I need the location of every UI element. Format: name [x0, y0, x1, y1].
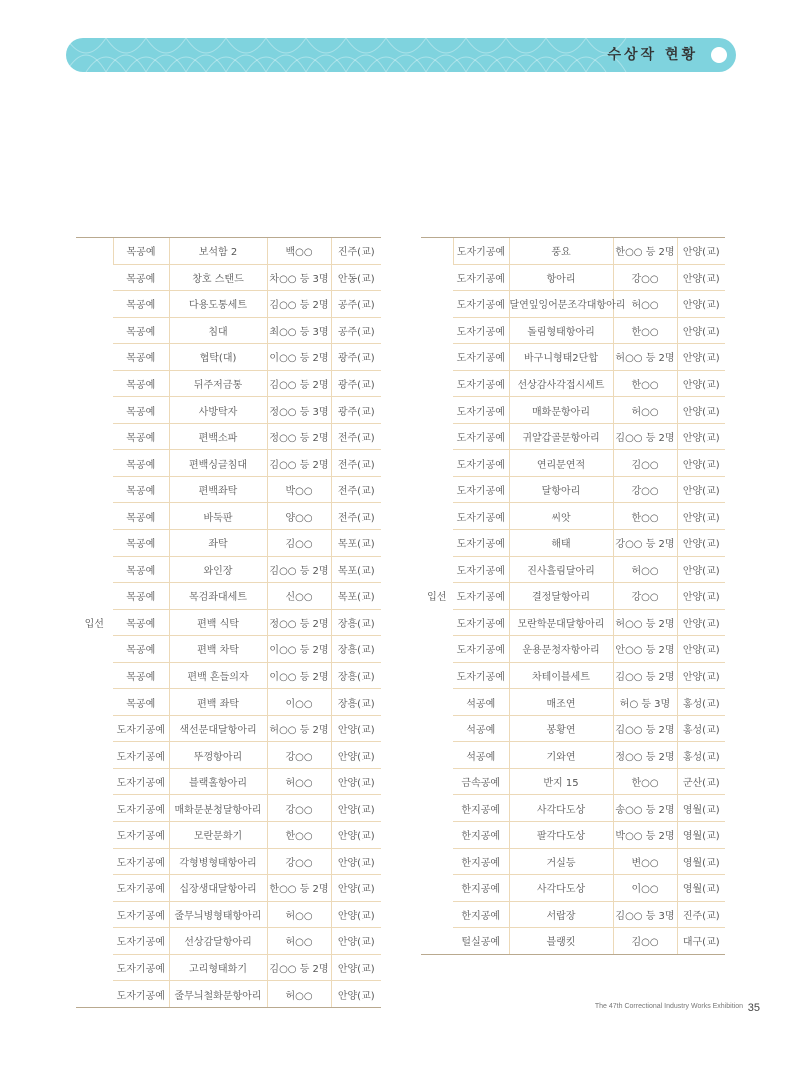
craft-category: 도자기공예 — [453, 291, 509, 318]
craft-category: 도자기공예 — [113, 954, 169, 981]
maker-name: 김○○ 등 2명 — [613, 662, 677, 689]
craft-category: 목공예 — [113, 264, 169, 291]
table-row — [421, 742, 725, 769]
institution: 홍성(교) — [677, 689, 725, 716]
maker-name: 허○○ — [267, 981, 331, 1008]
table-row — [421, 291, 725, 318]
work-title: 모란학문대달항아리 — [509, 609, 613, 636]
work-title: 진사흘림달아리 — [509, 556, 613, 583]
maker-name: 이○○ — [613, 875, 677, 902]
table-row — [421, 264, 725, 291]
table-row — [76, 609, 381, 636]
maker-name: 한○○ 등 2명 — [613, 238, 677, 265]
work-title: 모란문화기 — [169, 822, 267, 849]
craft-category: 목공예 — [113, 423, 169, 450]
craft-category: 도자기공예 — [453, 503, 509, 530]
institution: 안양(교) — [677, 397, 725, 424]
table-row — [421, 370, 725, 397]
table-row — [76, 317, 381, 344]
table-row — [76, 264, 381, 291]
work-title: 사각다도상 — [509, 875, 613, 902]
work-title: 팔각다도상 — [509, 822, 613, 849]
table-row — [76, 583, 381, 610]
institution: 안양(교) — [331, 822, 381, 849]
institution: 안양(교) — [677, 503, 725, 530]
table-row — [76, 848, 381, 875]
institution: 안양(교) — [331, 981, 381, 1008]
institution: 장흥(교) — [331, 636, 381, 663]
prize-level: 입선 — [421, 238, 453, 955]
table-row — [76, 636, 381, 663]
maker-name: 한○○ — [613, 768, 677, 795]
table-row — [76, 954, 381, 981]
institution: 전주(교) — [331, 476, 381, 503]
craft-category: 도자기공예 — [113, 795, 169, 822]
table-row — [76, 901, 381, 928]
craft-category: 목공예 — [113, 556, 169, 583]
craft-category: 목공예 — [113, 583, 169, 610]
work-title: 매조연 — [509, 689, 613, 716]
craft-category: 석공예 — [453, 742, 509, 769]
maker-name: 강○○ — [267, 795, 331, 822]
table-row — [76, 238, 381, 265]
craft-category: 한지공예 — [453, 901, 509, 928]
maker-name: 김○○ 등 3명 — [613, 901, 677, 928]
maker-name: 허○○ — [613, 291, 677, 318]
institution: 군산(교) — [677, 768, 725, 795]
institution: 영월(교) — [677, 848, 725, 875]
craft-category: 도자기공예 — [113, 768, 169, 795]
maker-name: 이○○ 등 2명 — [267, 636, 331, 663]
institution: 전주(교) — [331, 423, 381, 450]
maker-name: 허○○ — [267, 928, 331, 955]
work-title: 바구니형태2단합 — [509, 344, 613, 371]
craft-category: 도자기공예 — [453, 264, 509, 291]
work-title: 줄무늬철화문항아리 — [169, 981, 267, 1008]
section-banner — [66, 38, 736, 72]
institution: 안동(교) — [331, 264, 381, 291]
maker-name: 허○○ — [267, 901, 331, 928]
work-title: 각형병형태항아리 — [169, 848, 267, 875]
work-title: 편백 차탁 — [169, 636, 267, 663]
work-title: 블랭킷 — [509, 928, 613, 955]
maker-name: 정○○ 등 2명 — [613, 742, 677, 769]
work-title: 창호 스탠드 — [169, 264, 267, 291]
craft-category: 목공예 — [113, 317, 169, 344]
banner-circle-icon — [711, 47, 727, 63]
institution: 안양(교) — [331, 715, 381, 742]
institution: 안양(교) — [677, 450, 725, 477]
table-row — [421, 344, 725, 371]
table-row — [76, 689, 381, 716]
awards-table-left — [76, 237, 381, 1008]
work-title: 보석함 2 — [169, 238, 267, 265]
institution: 안양(교) — [677, 530, 725, 557]
work-title: 뚜껑항아리 — [169, 742, 267, 769]
table-row — [421, 715, 725, 742]
table-row — [421, 397, 725, 424]
maker-name: 한○○ 등 2명 — [267, 875, 331, 902]
work-title: 달연잎잉어문조각대항아리 — [509, 291, 613, 318]
institution: 목포(교) — [331, 583, 381, 610]
table-row — [421, 609, 725, 636]
institution: 홍성(교) — [677, 715, 725, 742]
maker-name: 송○○ 등 2명 — [613, 795, 677, 822]
craft-category: 도자기공예 — [113, 901, 169, 928]
institution: 전주(교) — [331, 450, 381, 477]
table-row — [421, 556, 725, 583]
craft-category: 도자기공예 — [453, 583, 509, 610]
institution: 장흥(교) — [331, 662, 381, 689]
craft-category: 목공예 — [113, 291, 169, 318]
maker-name: 정○○ 등 2명 — [267, 609, 331, 636]
prize-level: 입선 — [76, 238, 113, 1008]
institution: 장흥(교) — [331, 689, 381, 716]
work-title: 편백좌탁 — [169, 476, 267, 503]
craft-category: 목공예 — [113, 397, 169, 424]
craft-category: 도자기공예 — [113, 848, 169, 875]
craft-category: 도자기공예 — [453, 344, 509, 371]
craft-category: 도자기공예 — [113, 822, 169, 849]
institution: 안양(교) — [677, 556, 725, 583]
maker-name: 강○○ — [267, 742, 331, 769]
craft-category: 목공예 — [113, 609, 169, 636]
work-title: 달항아리 — [509, 476, 613, 503]
table-row — [76, 875, 381, 902]
table-row — [421, 662, 725, 689]
work-title: 고리형태화기 — [169, 954, 267, 981]
work-title: 결정달항아리 — [509, 583, 613, 610]
maker-name: 김○○ 등 2명 — [267, 556, 331, 583]
craft-category: 도자기공예 — [453, 423, 509, 450]
institution: 안양(교) — [331, 768, 381, 795]
institution: 안양(교) — [677, 476, 725, 503]
institution: 영월(교) — [677, 795, 725, 822]
table-row — [76, 822, 381, 849]
institution: 안양(교) — [677, 317, 725, 344]
maker-name: 차○○ 등 3명 — [267, 264, 331, 291]
institution: 안양(교) — [677, 609, 725, 636]
table-row — [76, 981, 381, 1008]
table-row — [421, 503, 725, 530]
work-title: 편백 식탁 — [169, 609, 267, 636]
maker-name: 허○○ 등 2명 — [267, 715, 331, 742]
craft-category: 목공예 — [113, 636, 169, 663]
institution: 진주(교) — [331, 238, 381, 265]
institution: 안양(교) — [677, 264, 725, 291]
table-row — [76, 768, 381, 795]
institution: 안양(교) — [677, 238, 725, 265]
craft-category: 도자기공예 — [113, 981, 169, 1008]
work-title: 선상감달항아리 — [169, 928, 267, 955]
craft-category: 도자기공예 — [113, 742, 169, 769]
table-row — [76, 530, 381, 557]
awards-table-right — [421, 237, 725, 955]
craft-category: 석공예 — [453, 689, 509, 716]
maker-name: 변○○ — [613, 848, 677, 875]
craft-category: 도자기공예 — [453, 662, 509, 689]
institution: 안양(교) — [331, 954, 381, 981]
maker-name: 이○○ 등 2명 — [267, 344, 331, 371]
institution: 안양(교) — [331, 795, 381, 822]
work-title: 좌탁 — [169, 530, 267, 557]
institution: 대구(교) — [677, 928, 725, 955]
maker-name: 한○○ — [267, 822, 331, 849]
table-row — [421, 928, 725, 955]
institution: 장흥(교) — [331, 609, 381, 636]
work-title: 서랍장 — [509, 901, 613, 928]
maker-name: 이○○ — [267, 689, 331, 716]
institution: 안양(교) — [331, 848, 381, 875]
table-row — [76, 370, 381, 397]
maker-name: 강○○ — [613, 583, 677, 610]
table-row — [421, 822, 725, 849]
work-title: 매화문분청달항아리 — [169, 795, 267, 822]
institution: 안양(교) — [331, 875, 381, 902]
institution: 전주(교) — [331, 503, 381, 530]
table-row — [421, 901, 725, 928]
maker-name: 강○○ — [613, 264, 677, 291]
institution: 광주(교) — [331, 344, 381, 371]
craft-category: 도자기공예 — [453, 556, 509, 583]
work-title: 반지 15 — [509, 768, 613, 795]
maker-name: 김○○ 등 2명 — [267, 291, 331, 318]
table-row — [76, 344, 381, 371]
maker-name: 김○○ 등 2명 — [267, 370, 331, 397]
maker-name: 김○○ 등 2명 — [613, 715, 677, 742]
craft-category: 목공예 — [113, 370, 169, 397]
maker-name: 김○○ 등 2명 — [267, 450, 331, 477]
work-title: 선상감사각접시세트 — [509, 370, 613, 397]
institution: 안양(교) — [331, 928, 381, 955]
institution: 진주(교) — [677, 901, 725, 928]
craft-category: 도자기공예 — [453, 450, 509, 477]
craft-category: 도자기공예 — [113, 715, 169, 742]
work-title: 매화문항아리 — [509, 397, 613, 424]
section-title: 수상작 현황 — [607, 47, 698, 63]
table-row — [421, 423, 725, 450]
maker-name: 이○○ 등 2명 — [267, 662, 331, 689]
maker-name: 박○○ — [267, 476, 331, 503]
maker-name: 김○○ — [613, 450, 677, 477]
table-row — [76, 450, 381, 477]
work-title: 다용도통세트 — [169, 291, 267, 318]
maker-name: 정○○ 등 2명 — [267, 423, 331, 450]
institution: 안양(교) — [331, 742, 381, 769]
craft-category: 도자기공예 — [453, 370, 509, 397]
craft-category: 목공예 — [113, 662, 169, 689]
institution: 영월(교) — [677, 822, 725, 849]
work-title: 거실등 — [509, 848, 613, 875]
work-title: 편백 좌탁 — [169, 689, 267, 716]
table-row — [421, 636, 725, 663]
craft-category: 목공예 — [113, 450, 169, 477]
institution: 광주(교) — [331, 370, 381, 397]
maker-name: 김○○ — [613, 928, 677, 955]
institution: 목포(교) — [331, 556, 381, 583]
page-number: 35 — [747, 1002, 760, 1014]
institution: 공주(교) — [331, 317, 381, 344]
maker-name: 강○○ 등 2명 — [613, 530, 677, 557]
craft-category: 도자기공예 — [453, 476, 509, 503]
craft-category: 한지공예 — [453, 822, 509, 849]
work-title: 줄무늬병형태항아리 — [169, 901, 267, 928]
maker-name: 김○○ — [267, 530, 331, 557]
work-title: 사각다도상 — [509, 795, 613, 822]
craft-category: 도자기공예 — [453, 636, 509, 663]
table-row — [76, 291, 381, 318]
craft-category: 도자기공예 — [453, 609, 509, 636]
maker-name: 백○○ — [267, 238, 331, 265]
maker-name: 허○ 등 3명 — [613, 689, 677, 716]
table-row — [421, 476, 725, 503]
institution: 광주(교) — [331, 397, 381, 424]
maker-name: 강○○ — [267, 848, 331, 875]
work-title: 블랙홀항아리 — [169, 768, 267, 795]
craft-category: 한지공예 — [453, 795, 509, 822]
craft-category: 도자기공예 — [453, 238, 509, 265]
maker-name: 안○○ 등 2명 — [613, 636, 677, 663]
table-row — [421, 795, 725, 822]
work-title: 운용문청자항아리 — [509, 636, 613, 663]
craft-category: 목공예 — [113, 344, 169, 371]
maker-name: 박○○ 등 2명 — [613, 822, 677, 849]
work-title: 협탁(대) — [169, 344, 267, 371]
maker-name: 한○○ — [613, 503, 677, 530]
maker-name: 허○○ — [613, 556, 677, 583]
institution: 안양(교) — [677, 662, 725, 689]
work-title: 편백소파 — [169, 423, 267, 450]
work-title: 씨앗 — [509, 503, 613, 530]
institution: 안양(교) — [677, 370, 725, 397]
table-row — [76, 715, 381, 742]
work-title: 봉황연 — [509, 715, 613, 742]
work-title: 뒤주저금통 — [169, 370, 267, 397]
craft-category: 목공예 — [113, 476, 169, 503]
institution: 안양(교) — [677, 291, 725, 318]
work-title: 연리문연적 — [509, 450, 613, 477]
maker-name: 김○○ 등 2명 — [267, 954, 331, 981]
craft-category: 도자기공예 — [453, 317, 509, 344]
work-title: 항아리 — [509, 264, 613, 291]
craft-category: 목공예 — [113, 530, 169, 557]
table-row — [76, 742, 381, 769]
maker-name: 한○○ — [613, 317, 677, 344]
institution: 영월(교) — [677, 875, 725, 902]
table-row — [76, 556, 381, 583]
institution: 안양(교) — [677, 423, 725, 450]
craft-category: 한지공예 — [453, 848, 509, 875]
table-row — [76, 397, 381, 424]
craft-category: 목공예 — [113, 238, 169, 265]
maker-name: 허○○ — [613, 397, 677, 424]
maker-name: 한○○ — [613, 370, 677, 397]
table-row — [421, 450, 725, 477]
institution: 안양(교) — [677, 636, 725, 663]
craft-category: 도자기공예 — [453, 397, 509, 424]
table-row — [421, 875, 725, 902]
work-title: 편백싱글침대 — [169, 450, 267, 477]
table-row — [421, 689, 725, 716]
craft-category: 털실공예 — [453, 928, 509, 955]
table-row — [421, 238, 725, 265]
maker-name: 신○○ — [267, 583, 331, 610]
work-title: 해태 — [509, 530, 613, 557]
table-row — [421, 317, 725, 344]
institution: 안양(교) — [677, 344, 725, 371]
table-row — [421, 530, 725, 557]
work-title: 목검좌대세트 — [169, 583, 267, 610]
maker-name: 허○○ 등 2명 — [613, 609, 677, 636]
craft-category: 석공예 — [453, 715, 509, 742]
work-title: 침대 — [169, 317, 267, 344]
table-row — [76, 662, 381, 689]
table-row — [421, 583, 725, 610]
work-title: 돌림형태항아리 — [509, 317, 613, 344]
table-row — [76, 423, 381, 450]
table-row — [421, 848, 725, 875]
maker-name: 최○○ 등 3명 — [267, 317, 331, 344]
work-title: 색선문대달항아리 — [169, 715, 267, 742]
work-title: 편백 흔들의자 — [169, 662, 267, 689]
work-title: 사방탁자 — [169, 397, 267, 424]
maker-name: 허○○ 등 2명 — [613, 344, 677, 371]
work-title: 와인장 — [169, 556, 267, 583]
table-row — [76, 795, 381, 822]
craft-category: 도자기공예 — [113, 875, 169, 902]
maker-name: 양○○ — [267, 503, 331, 530]
craft-category: 목공예 — [113, 689, 169, 716]
table-row — [421, 768, 725, 795]
maker-name: 김○○ 등 2명 — [613, 423, 677, 450]
table-row — [76, 503, 381, 530]
work-title: 기와연 — [509, 742, 613, 769]
maker-name: 허○○ — [267, 768, 331, 795]
craft-category: 목공예 — [113, 503, 169, 530]
footer-caption: The 47th Correctional Industry Works Exhibition — [594, 1003, 743, 1010]
institution: 공주(교) — [331, 291, 381, 318]
table-row — [76, 476, 381, 503]
work-title: 십장생대달항아리 — [169, 875, 267, 902]
table-row — [76, 928, 381, 955]
craft-category: 도자기공예 — [453, 530, 509, 557]
work-title: 풍요 — [509, 238, 613, 265]
craft-category: 한지공예 — [453, 875, 509, 902]
work-title: 차테이블세트 — [509, 662, 613, 689]
craft-category: 금속공예 — [453, 768, 509, 795]
work-title: 바둑판 — [169, 503, 267, 530]
institution: 목포(교) — [331, 530, 381, 557]
institution: 홍성(교) — [677, 742, 725, 769]
institution: 안양(교) — [677, 583, 725, 610]
maker-name: 정○○ 등 3명 — [267, 397, 331, 424]
institution: 안양(교) — [331, 901, 381, 928]
work-title: 귀얄갑골문항아리 — [509, 423, 613, 450]
maker-name: 강○○ — [613, 476, 677, 503]
craft-category: 도자기공예 — [113, 928, 169, 955]
